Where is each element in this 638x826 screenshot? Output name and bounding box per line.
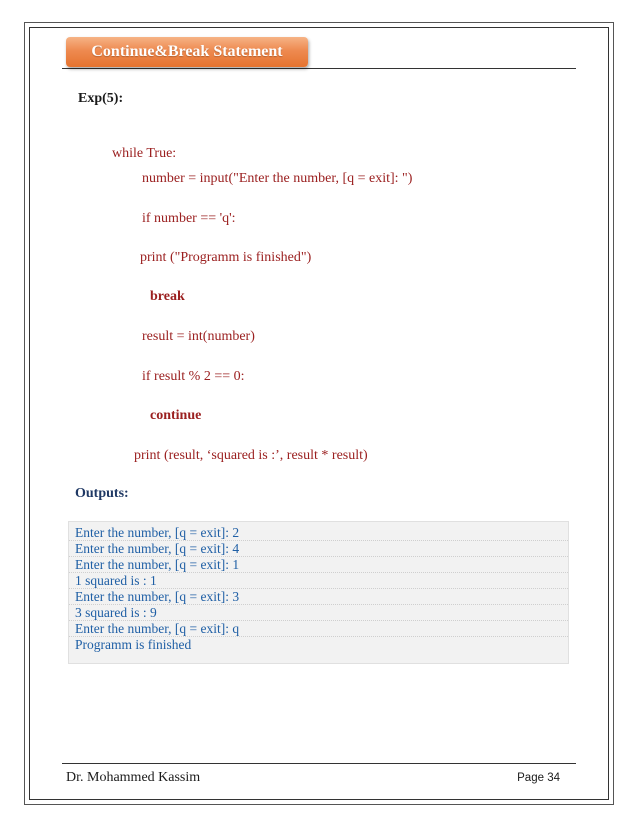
example-label: Exp(5): [78,91,124,106]
code-line-print-finished: print ("Programm is finished") [140,250,312,265]
output-line: Enter the number, [q = exit]: 4 [69,540,568,557]
section-title-tab [66,37,308,67]
outputs-label: Outputs: [75,486,129,501]
code-line-while: while True: [112,146,177,161]
code-line-print-squared: print (result, ‘squared is :’, result * result) [134,448,368,463]
section-title: Continue&Break Statement [91,43,283,60]
page-number: Page 34 [517,772,560,784]
code-line-input: number = input("Enter the number, [q = exit]: ") [142,171,413,186]
output-line: Enter the number, [q = exit]: 2 [75,525,240,540]
code-line-continue: continue [150,408,202,423]
output-line: 3 squared is : 9 [69,604,568,621]
code-line-break: break [150,289,185,304]
page-inner-border [29,27,609,800]
output-line: Enter the number, [q = exit]: q [69,620,568,637]
output-line: Enter the number, [q = exit]: 1 [69,556,568,573]
output-box [68,521,569,664]
code-line-if-even: if result % 2 == 0: [142,369,245,384]
footer-rule [62,763,576,764]
footer-author: Dr. Mohammed Kassim [66,770,201,785]
header-rule [62,68,576,69]
code-line-result: result = int(number) [142,329,255,344]
output-line: Programm is finished [69,636,568,653]
output-line: 1 squared is : 1 [69,572,568,589]
output-line: Enter the number, [q = exit]: 3 [69,588,568,605]
code-line-if-q: if number == 'q': [142,211,236,226]
